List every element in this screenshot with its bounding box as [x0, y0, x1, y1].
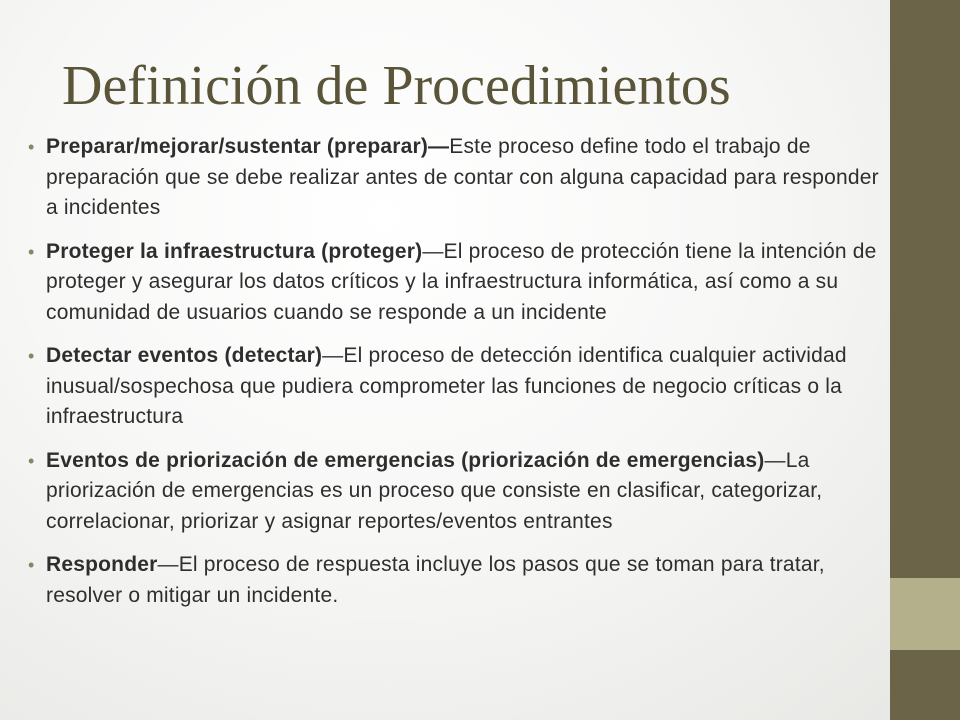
- bullet-body-text: Este proceso define todo el trabajo de preparación que se debe realizar antes de contar con alguna capacidad para responder a incidentes: [46, 135, 879, 219]
- bullet-lead-text: Responder: [46, 553, 158, 576]
- bullet-item: [22, 341, 880, 433]
- bullet-body-text: —La priorización de emergencias es un proceso que consiste en clasificar, categorizar, correlacionar, priorizar y asignar reportes/eventos entrantes: [46, 448, 823, 533]
- bullet-dot-icon: •: [28, 241, 35, 262]
- decorative-side-accent-block: [890, 578, 960, 650]
- bullet-dot-icon: •: [28, 137, 35, 157]
- bullet-dot-icon: •: [28, 450, 35, 471]
- slide-title: Definición de Procedimientos: [62, 55, 731, 117]
- bullet-lead-text: Proteger la infraestructura (proteger): [46, 239, 423, 263]
- bullet-lead-text: Detectar eventos (detectar): [46, 344, 323, 367]
- bullet-body-text: —El proceso de protección tiene la intención de proteger y asegurar los datos críticos y la infraestructura informática, así como a su comunidad de usuarios cuando se responde a un incidente: [46, 239, 877, 324]
- bullet-item: [22, 132, 880, 224]
- bullet-lead-text: Preparar/mejorar/sustentar (preparar)—: [46, 135, 450, 158]
- bullet-dot-icon: •: [28, 346, 35, 366]
- bullet-item: [22, 446, 880, 538]
- bullet-list: [22, 132, 880, 624]
- bullet-body-text: —El proceso de respuesta incluye los pasos que se toman para tratar, resolver o mitigar un incidente.: [46, 553, 825, 607]
- bullet-item: [22, 237, 880, 329]
- bullet-item: [22, 550, 880, 611]
- bullet-body-text: —El proceso de detección identifica cualquier actividad inusual/sospechosa que pudiera comprometer las funciones de negocio críticas o la infraestructura: [46, 344, 847, 428]
- bullet-dot-icon: •: [28, 555, 35, 575]
- bullet-lead-text: Eventos de priorización de emergencias (priorización de emergencias): [46, 448, 765, 472]
